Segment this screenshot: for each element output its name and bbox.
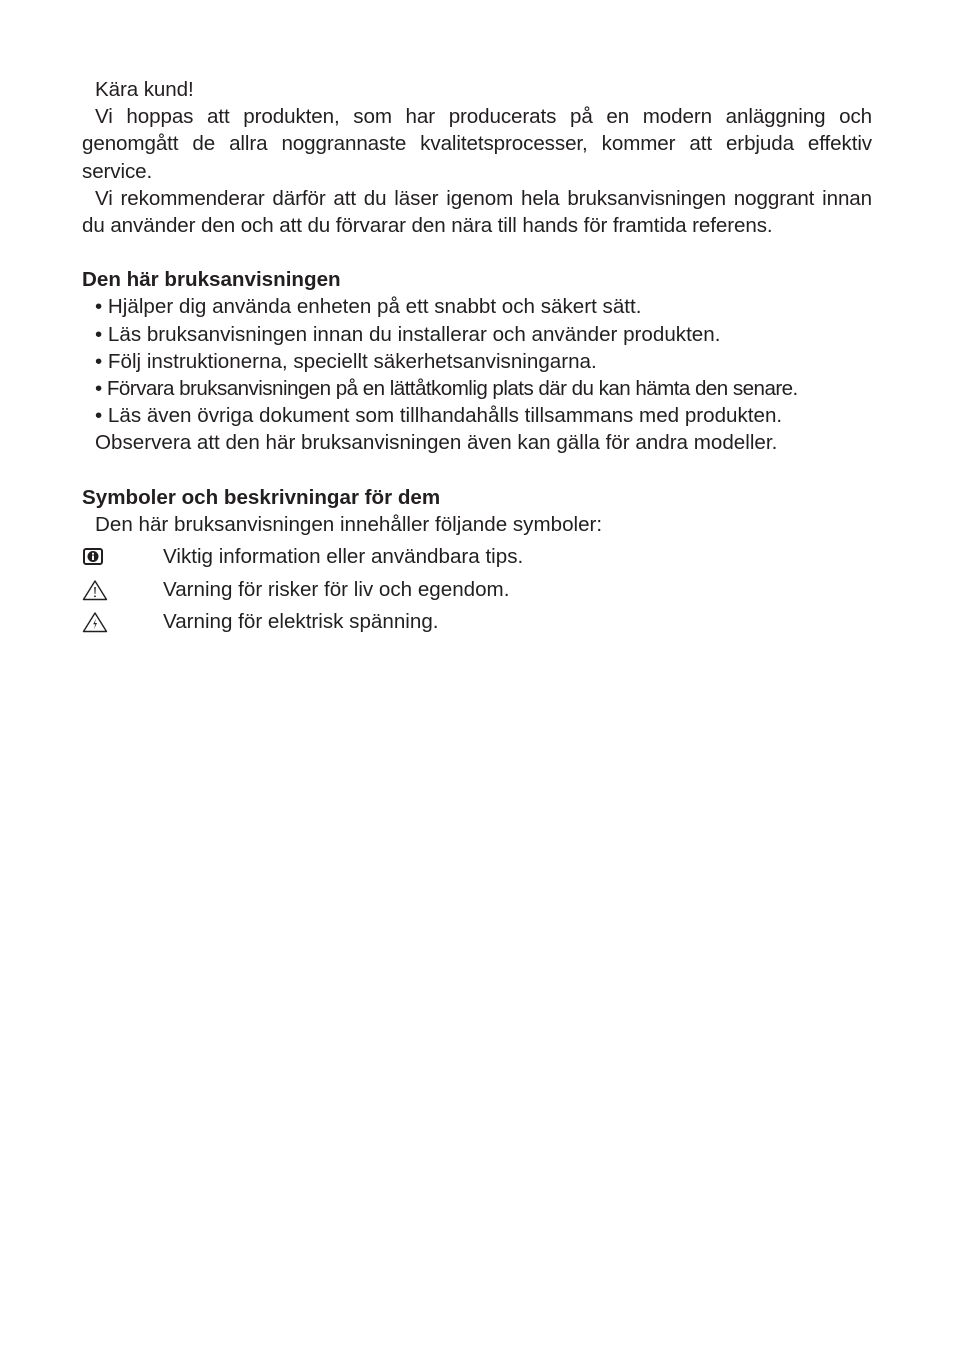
greeting: Kära kund! (95, 78, 194, 101)
manual-bullet-list (82, 293, 872, 429)
info-icon (82, 547, 163, 567)
list-item: • Förvara bruksanvisningen på en lättåtkomlig plats där du kan hämta den senare. (95, 377, 798, 401)
warning-triangle-icon (82, 579, 163, 601)
document-page (82, 76, 872, 639)
symbol-row-electric (82, 606, 872, 639)
list-item: • Läs bruksanvisningen innan du installerar och använder produkten. (95, 322, 721, 346)
list-item: • Följ instruktionerna, speciellt säkerhetsanvisningarna. (95, 349, 597, 373)
intro-paragraph-1: Vi hoppas att produkten, som har producerats på en modern anläggning och genomgått de allra noggrannaste kvalitetsprocesser, kommer att erbjuda effektiv service. (82, 105, 872, 183)
symbol-description: Varning för elektrisk spänning. (163, 610, 439, 634)
electric-warning-icon (82, 611, 163, 633)
section-heading-manual: Den här bruksanvisningen (82, 268, 341, 292)
symbol-description: Varning för risker för liv och egendom. (163, 577, 510, 601)
list-item: • Läs även övriga dokument som tillhandahålls tillsammans med produkten. (95, 404, 783, 428)
models-note: Observera att den här bruksanvisningen även kan gälla för andra modeller. (95, 431, 778, 455)
section-heading-symbols: Symboler och beskrivningar för dem (82, 485, 441, 509)
symbol-row-warning (82, 574, 872, 607)
symbol-description: Viktig information eller användbara tips. (163, 545, 524, 569)
symbols-intro: Den här bruksanvisningen innehåller följande symboler: (95, 512, 603, 536)
intro-paragraph-2: Vi rekommenderar därför att du läser igenom hela bruksanvisningen noggrant innan du använder den och att du förvarar den nära till hands för framtida referens. (82, 186, 872, 238)
list-item: • Hjälper dig använda enheten på ett snabbt och säkert sätt. (95, 295, 642, 319)
symbol-row-info (82, 541, 872, 574)
